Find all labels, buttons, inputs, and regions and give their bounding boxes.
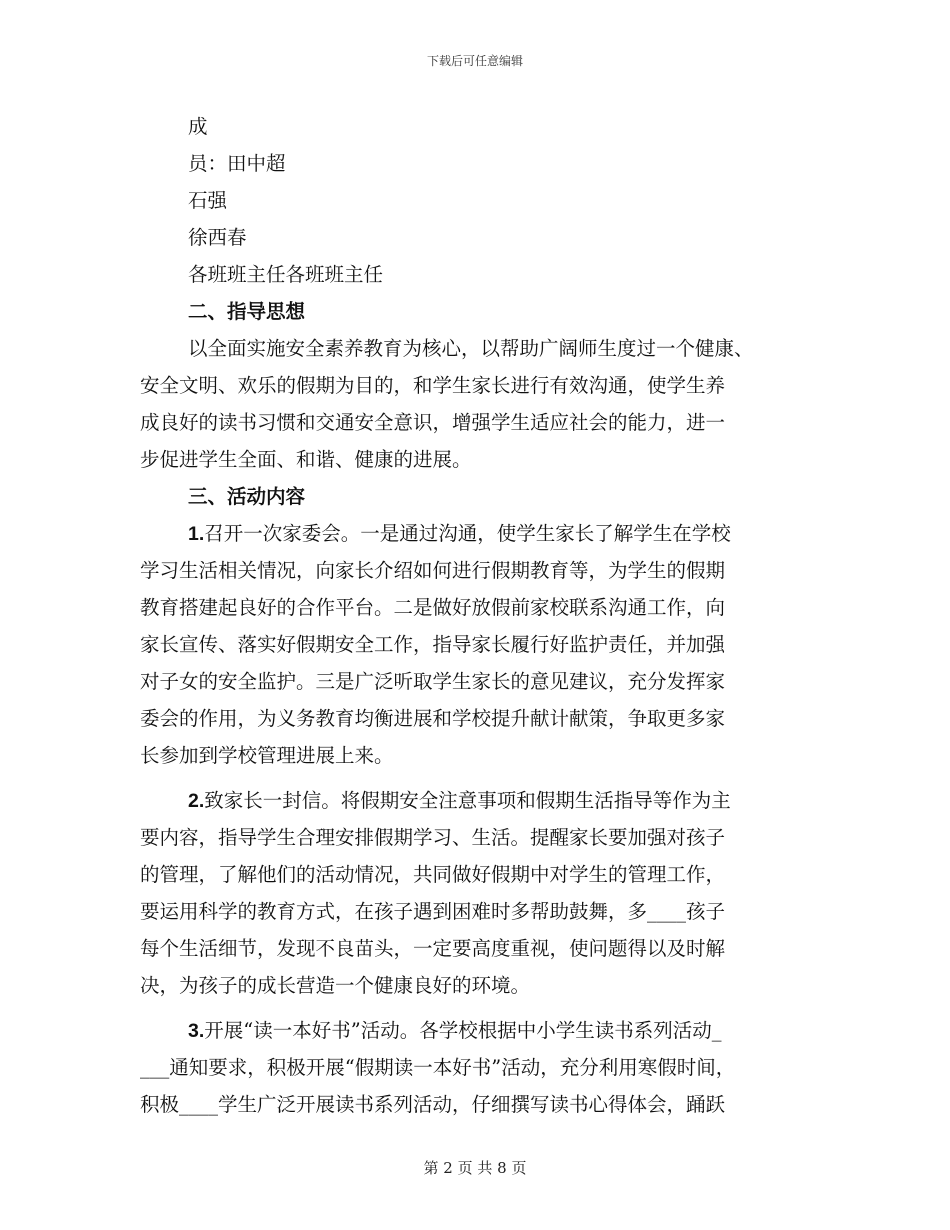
paragraph-line: 教育搭建起良好的合作平台。二是做好放假前家校联系沟通工作，向 <box>140 596 726 619</box>
paragraph-line: 要内容，指导学生合理安排假期学习、生活。提醒家长要加强对孩子 <box>140 826 726 849</box>
document-body <box>140 108 820 1123</box>
paragraph-line: 决，为孩子的成长营造一个健康良好的环境。 <box>140 974 531 997</box>
paragraph-line: 安全文明、欢乐的假期为目的，和学生家长进行有效沟通，使学生养 <box>140 374 726 397</box>
item-text: 召开一次家委会。一是通过沟通，使学生家长了解学生在学校 <box>204 522 731 545</box>
paragraph-line: 委会的作用，为义务教育均衡进展和学校提升献计献策，争取更多家 <box>140 707 726 730</box>
item-3-first-line <box>140 1012 820 1049</box>
paragraph-line: 步促进学生全面、和谐、健康的进展。 <box>140 448 472 471</box>
paragraph-line: 学习生活相关情况，向家长介绍如何进行假期教育等，为学生的假期 <box>140 559 726 582</box>
paragraph-line: 每个生活细节，发现不良苗头，一定要高度重视，使问题得以及时解 <box>140 937 726 960</box>
item-text: 致家长一封信。将假期安全注意事项和假期生活指导等作为主 <box>204 789 731 812</box>
paragraph-line: 积极____学生广泛开展读书系列活动，仔细撰写读书心得体会，踊跃 <box>140 1093 726 1116</box>
section-heading-activity-content: 三、活动内容 <box>188 485 306 508</box>
paragraph-line: 的管理，了解他们的活动情况，共同做好假期中对学生的管理工作， <box>140 863 726 886</box>
paragraph-line: 以全面实施安全素养教育为核心，以帮助广阔师生度过一个健康、 <box>188 337 754 360</box>
item-number: 1. <box>188 523 205 545</box>
member-line: 员：田中超 <box>188 152 286 175</box>
item-1-first-line <box>140 515 820 552</box>
member-line: 各班班主任各班班主任 <box>188 263 384 286</box>
page-footer: 第 2 页 共 8 页 <box>423 1159 527 1177</box>
paragraph-line: 成良好的读书习惯和交通安全意识，增强学生适应社会的能力，进一 <box>140 411 726 434</box>
item-number: 3. <box>188 1020 205 1042</box>
paragraph-line: 长参加到学校管理进展上来。 <box>140 744 394 767</box>
section-heading-guiding-ideology: 二、指导思想 <box>188 300 306 323</box>
member-line: 成 <box>188 115 208 138</box>
item-2-first-line <box>140 782 820 819</box>
paragraph-line: 对子女的安全监护。三是广泛听取学生家长的意见建议，充分发挥家 <box>140 670 726 693</box>
paragraph-line: 要运用科学的教育方式，在孩子遇到困难时多帮助鼓舞，多____孩子 <box>140 900 726 923</box>
paragraph-line: 家长宣传、落实好假期安全工作，指导家长履行好监护责任，并加强 <box>140 633 726 656</box>
member-line: 石强 <box>188 189 228 212</box>
member-line: 徐西春 <box>188 226 247 249</box>
item-number: 2. <box>188 790 205 812</box>
page-header: 下载后可任意编辑 <box>426 54 523 68</box>
item-text: 开展“读一本好书”活动。各学校根据中小学生读书系列活动_ <box>204 1019 722 1042</box>
paragraph-line: ___通知要求，积极开展“假期读一本好书”活动，充分利用寒假时间， <box>140 1056 736 1079</box>
